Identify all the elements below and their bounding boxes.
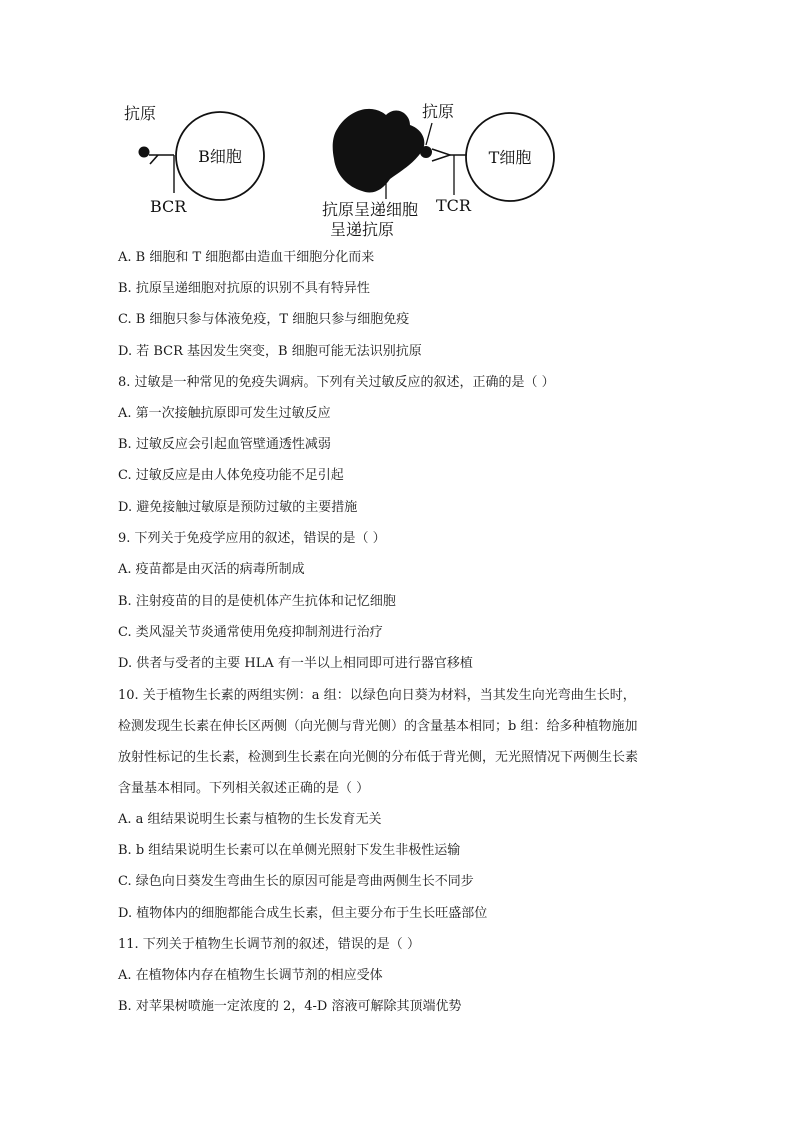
right-antigen-dot [420, 146, 432, 158]
right-antigen-pointer [426, 123, 432, 145]
q10-stem-line4: 含量基本相同。下列相关叙述正确的是（ ） [118, 781, 370, 796]
bcr-branch-line [150, 155, 158, 164]
q11-option-a: A. 在植物体内存在植物生长调节剂的相应受体 [118, 968, 383, 983]
q9-option-d: D. 供者与受者的主要 HLA 有一半以上相同即可进行器官移植 [118, 656, 473, 671]
t-cell-label: T细胞 [488, 148, 532, 167]
q11-option-b: B. 对苹果树喷施一定浓度的 2，4-D 溶液可解除其顶端优势 [118, 999, 462, 1014]
immune-cell-figure [110, 95, 570, 245]
q10-option-b: B. b 组结果说明生长素可以在单侧光照射下发生非极性运输 [118, 843, 461, 858]
q9-option-b: B. 注射疫苗的目的是使机体产生抗体和记忆细胞 [118, 594, 396, 609]
left-antigen-label: 抗原 [124, 104, 157, 123]
q7-option-a: A. B 细胞和 T 细胞都由造血干细胞分化而来 [118, 250, 375, 265]
apc-label-line1: 抗原呈递细胞 [322, 200, 419, 219]
left-antigen-dot [139, 147, 150, 158]
q11-stem: 11. 下列关于植物生长调节剂的叙述，错误的是（ ） [118, 937, 420, 952]
apc-label-line2: 呈递抗原 [330, 220, 395, 239]
q7-option-d: D. 若 BCR 基因发生突变，B 细胞可能无法识别抗原 [118, 344, 422, 359]
q10-option-d: D. 植物体内的细胞都能合成生长素，但主要分布于生长旺盛部位 [118, 906, 488, 921]
q9-option-c: C. 类风湿关节炎通常使用免疫抑制剂进行治疗 [118, 625, 383, 640]
q10-stem-line2: 检测发现生长素在伸长区两侧（向光侧与背光侧）的含量基本相同；b 组：给多种植物施加 [118, 719, 638, 734]
q10-stem-line3: 放射性标记的生长素，检测到生长素在向光侧的分布低于背光侧，无光照情况下两侧生长素 [118, 750, 639, 765]
q9-option-a: A. 疫苗都是由灭活的病毒所制成 [118, 562, 305, 577]
right-antigen-label: 抗原 [422, 102, 455, 121]
q9-stem: 9. 下列关于免疫学应用的叙述，错误的是（ ） [118, 531, 386, 546]
q8-stem: 8. 过敏是一种常见的免疫失调病。下列有关过敏反应的叙述，正确的是（ ） [118, 375, 555, 390]
tcr-label: TCR [436, 196, 471, 215]
b-cell-label: B细胞 [198, 147, 242, 166]
q10-option-c: C. 绿色向日葵发生弯曲生长的原因可能是弯曲两侧生长不同步 [118, 874, 474, 889]
q8-option-b: B. 过敏反应会引起血管壁通透性减弱 [118, 437, 331, 452]
q8-option-a: A. 第一次接触抗原即可发生过敏反应 [118, 406, 331, 421]
q10-stem-line1: 10. 关于植物生长素的两组实例：a 组：以绿色向日葵为材料，当其发生向光弯曲生长时， [118, 688, 636, 703]
tcr-receptor [432, 149, 450, 161]
bcr-label: BCR [150, 197, 187, 216]
apc-shape [333, 109, 425, 193]
q7-option-c: C. B 细胞只参与体液免疫，T 细胞只参与细胞免疫 [118, 312, 410, 327]
q8-option-d: D. 避免接触过敏原是预防过敏的主要措施 [118, 500, 358, 515]
q10-option-a: A. a 组结果说明生长素与植物的生长发育无关 [118, 812, 382, 827]
q8-option-c: C. 过敏反应是由人体免疫功能不足引起 [118, 468, 344, 483]
q7-option-b: B. 抗原呈递细胞对抗原的识别不具有特异性 [118, 281, 370, 296]
